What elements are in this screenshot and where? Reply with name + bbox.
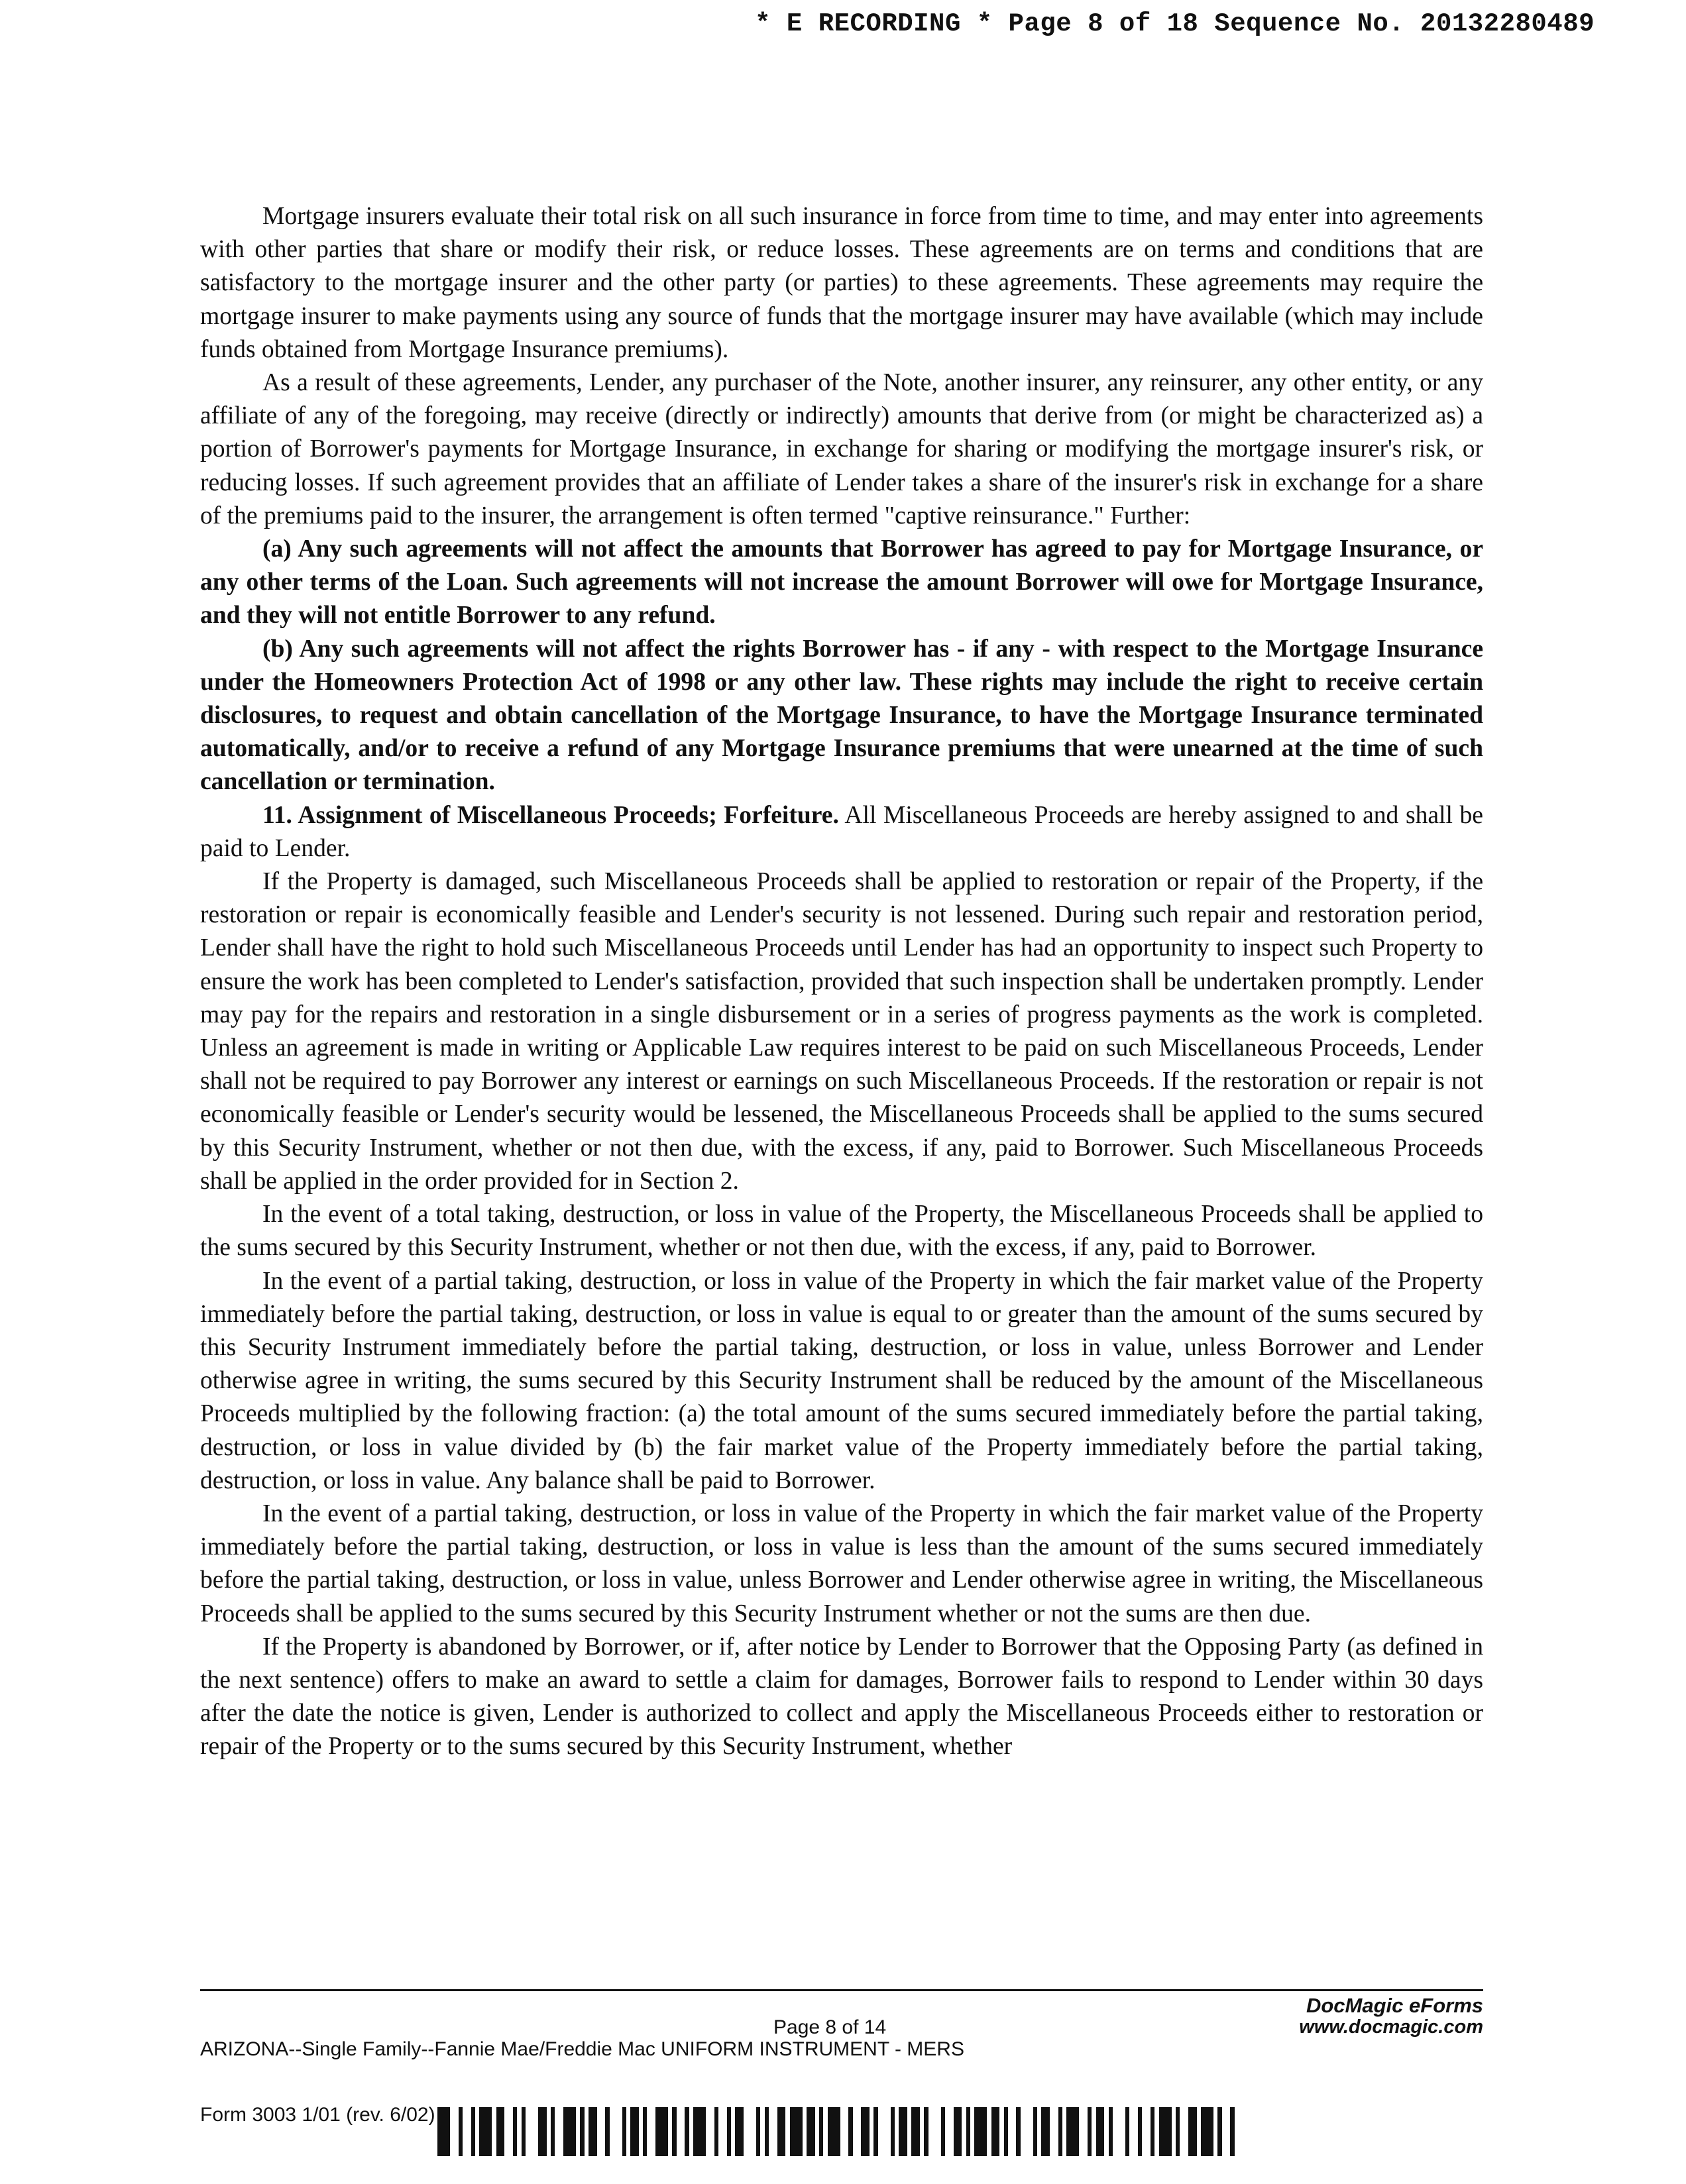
barcode-bar [555, 2107, 563, 2156]
barcode-bar [630, 2107, 639, 2156]
footer-divider [200, 1989, 1483, 1991]
paragraph-clause-b: (b) Any such agreements will not affect the rights Borrower has - if any - with respect to the Mortgage Insurance under the Homeowners Protection Act of 1998 or any other law. These rights may include the right to receive certain disclosures, to request and obtain cancellation of the Mortgage Insurance, to have the Mortgage Insurance terminated automatically, and/or to receive a refund of any Mortgage Insurance premiums that were unearned at the time of such cancellation or termination. [200, 635, 1483, 796]
paragraph-property-abandoned: If the Property is abandoned by Borrower, or if, after notice by Lender to Borrower that the Opposing Party (as defined in the next sentence) offers to make an award to settle a claim for damages, Borrower fails to respond to Lender within 30 days after the date the notice is given, Lender is authorized to collect and apply the Miscellaneous Proceeds either to restoration or repair of the Property or to the sums secured by this Security Instrument, whether [200, 1633, 1483, 1761]
barcode-bar [706, 2107, 714, 2156]
paragraph-total-taking: In the event of a total taking, destruction, or loss in value of the Property, the Miscellaneous Proceeds shall be applied to the sums secured by this Security Instrument, whether or not then due, with the excess, if any, paid to Borrower. [200, 1201, 1483, 1262]
barcode-bar [1235, 2107, 1239, 2156]
barcode-bar [1096, 2107, 1105, 2156]
barcode-bar [1201, 2107, 1213, 2156]
paragraph-agreements-result: As a result of these agreements, Lender, any purchaser of the Note, another insurer, any reinsurer, any other entity, or any affiliate of any of the foregoing, may receive (directly or indirectly) amounts that derive from (or might be characterized as) a portion of Borrower's payments for Mortgage Insurance, in exchange for sharing or modifying the mortgage insurer's risk, or reducing losses. If such agreement provides that an affiliate of Lender takes a share of the insurer's risk in exchange for a share of the premiums paid to the insurer, the arrangement is often termed "captive reinsurance." Further: [200, 369, 1483, 529]
barcode-bar [1041, 2107, 1050, 2156]
barcode-bar [526, 2107, 538, 2156]
paragraph-partial-taking-greater: In the event of a partial taking, destruction, or loss in value of the Property in which the fair market value of the Property immediately before the partial taking, destruction, or loss in value is equal to or greater than the amount of the sums secured by this Security Instrument immediately before the partial taking, destruction, or loss in value, unless Borrower and Lender otherwise agree in writing, the sums secured by this Security Instrument shall be reduced by the amount of the Miscellaneous Proceeds multiplied by the following fraction: (a) the total amount of the sums secured immediately before the partial taking, destruction, or loss in value divided by (b) the fair market value of the Property immediately before the partial taking, destruction, or loss in value. Any balance shall be paid to Borrower. [200, 1267, 1483, 1494]
barcode-bar [1188, 2107, 1197, 2156]
footer-page-number: Page 8 of 14 [773, 2016, 887, 2038]
barcode-bar [945, 2107, 954, 2156]
barcode-bar [911, 2107, 920, 2156]
barcode-bar [853, 2107, 862, 2156]
section-11-heading: 11. Assignment of Miscellaneous Proceeds; Forfeiture. [262, 801, 839, 829]
barcode-bar [504, 2107, 513, 2156]
barcode-bar [1129, 2107, 1138, 2156]
barcode-bar [861, 2107, 870, 2156]
barcode-bar [563, 2107, 576, 2156]
barcode-bar [878, 2107, 891, 2156]
barcode-bar [1008, 2107, 1017, 2156]
barcode-bar [1113, 2107, 1125, 2156]
paragraph-property-damaged: If the Property is damaged, such Miscellaneous Proceeds shall be applied to restoration or repair of the Property, if the restoration or repair is economically feasible and Lender's security is not lessened. During such repair and restoration period, Lender shall have the right to hold such Miscellaneous Proceeds until Lender has had an opportunity to inspect such Property to ensure the work has been completed to Lender's satisfaction, provided that such inspection shall be undertaken promptly. Lender may pay for the repairs and restoration in a single disbursement or in a series of progress payments as the work is completed. Unless an agreement is made in writing or Applicable Law requires interest to be paid on such Miscellaneous Proceeds, Lender shall not be required to pay Borrower any interest or earnings on such Miscellaneous Proceeds. If the restoration or repair is not economically feasible or Lender's security would be lessened, the Miscellaneous Proceeds shall be applied to the sums secured by this Security Instrument, whether or not then due, with the excess, if any, paid to Borrower. Such Miscellaneous Proceeds shall be applied in the order provided for in Section 2. [200, 868, 1483, 1195]
document-body [200, 200, 1483, 1764]
barcode-bar [928, 2107, 941, 2156]
paragraph-mortgage-insurers: Mortgage insurers evaluate their total risk on all such insurance in force from time to time, and may enter into agreements with other parties that share or modify their risk, or reduce losses. These agreements are on terms and conditions that are satisfactory to the mortgage insurer and the other party (or parties) to these agreements. These agreements may require the mortgage insurer to make payments using any source of funds that the mortgage insurer may have available (which may include funds obtained from Mortgage Insurance premiums). [200, 203, 1483, 363]
barcode-bar [589, 2107, 597, 2156]
barcode-bar [718, 2107, 727, 2156]
barcode-bar [647, 2107, 655, 2156]
barcode-bar [735, 2107, 744, 2156]
barcode-bar [610, 2107, 622, 2156]
barcode-bar [1066, 2107, 1079, 2156]
barcode-bar [769, 2107, 777, 2156]
barcode-bar [655, 2107, 668, 2156]
barcode-bar [790, 2107, 803, 2156]
barcode-bar [677, 2107, 685, 2156]
barcode-bar [777, 2107, 786, 2156]
barcode-bar [828, 2107, 840, 2156]
barcode-bar [1079, 2107, 1088, 2156]
paragraph-clause-a: (a) Any such agreements will not affect the amounts that Borrower has agreed to pay for Mortgage Insurance, or any other terms of the Loan. Such agreements will not increase the amount Borrower will owe for Mortgage Insurance, and they will not entitle Borrower to any refund. [200, 535, 1483, 629]
footer-form-title: ARIZONA--Single Family--Fannie Mae/Freddie Mac UNIFORM INSTRUMENT - MERS [200, 2038, 964, 2060]
footer-website: www.docmagic.com [1299, 2016, 1483, 2038]
paragraph-section-11 [200, 799, 1483, 865]
barcode-bar [807, 2107, 815, 2156]
barcode-bar [1180, 2107, 1188, 2156]
paragraph-partial-taking-less: In the event of a partial taking, destruction, or loss in value of the Property in which the fair market value of the Property immediately before the partial taking, destruction, or loss in value is less than the amount of the sums secured immediately before the partial taking, destruction, or loss in value, unless Borrower and Lender otherwise agree in writing, the Miscellaneous Proceeds shall be applied to the sums secured by this Security Instrument whether or not the sums are then due. [200, 1500, 1483, 1627]
barcode-bar [538, 2107, 547, 2156]
barcode-bar [1222, 2107, 1231, 2156]
barcode-bar [693, 2107, 706, 2156]
barcode-bar [1021, 2107, 1033, 2156]
footer-brand-block [1299, 1994, 1483, 2038]
barcode-bar [974, 2107, 987, 2156]
barcode-bar [496, 2107, 505, 2156]
barcode-bar [450, 2107, 459, 2156]
barcode-bar [463, 2107, 471, 2156]
footer-form-number: Form 3003 1/01 (rev. 6/02) [200, 2104, 435, 2126]
barcode-bar [744, 2107, 756, 2156]
barcode-bar [479, 2107, 492, 2156]
barcode [437, 2107, 1239, 2156]
section-11-text: All Miscellaneous Proceeds are hereby assigned to and shall be paid to Lender. [200, 801, 1483, 862]
barcode-bar [991, 2107, 1000, 2156]
barcode-bar [954, 2107, 962, 2156]
barcode-bar [1159, 2107, 1172, 2156]
barcode-bar [840, 2107, 849, 2156]
barcode-bar [1142, 2107, 1151, 2156]
barcode-bar [899, 2107, 907, 2156]
barcode-bar [1050, 2107, 1058, 2156]
docmagic-logo: DocMagic eForms [1306, 1994, 1483, 2017]
barcode-bar [597, 2107, 606, 2156]
recording-header: * E RECORDING * Page 8 of 18 Sequence No. 20132280489 [755, 9, 1595, 38]
barcode-bar [437, 2107, 450, 2156]
